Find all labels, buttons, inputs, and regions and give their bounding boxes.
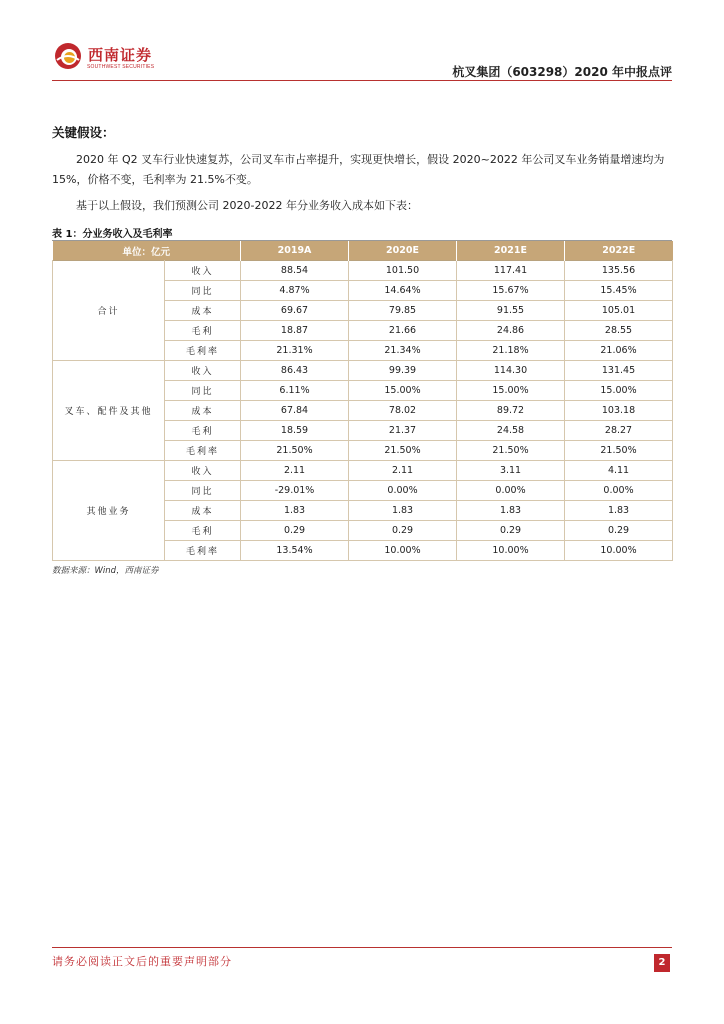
- table-cell: 21.66: [349, 321, 457, 341]
- report-title: 杭叉集团（603298）2020 年中报点评: [452, 65, 672, 79]
- metric-label: 毛利率: [165, 441, 241, 461]
- brand-logo: [54, 42, 174, 76]
- table-cell: 28.55: [565, 321, 673, 341]
- table-header-2022e: 2022E: [565, 241, 673, 261]
- table-cell: 99.39: [349, 361, 457, 381]
- metric-label: 成本: [165, 301, 241, 321]
- table-cell: 24.86: [457, 321, 565, 341]
- metric-label: 同比: [165, 381, 241, 401]
- brand-name-cn: 西南证券: [88, 46, 153, 64]
- table-cell: 114.30: [457, 361, 565, 381]
- table-cell: 21.50%: [565, 441, 673, 461]
- table-cell: 1.83: [349, 501, 457, 521]
- table-cell: 1.83: [457, 501, 565, 521]
- metric-label: 毛利: [165, 421, 241, 441]
- table-cell: 0.00%: [565, 481, 673, 501]
- metric-label: 同比: [165, 481, 241, 501]
- table-cell: 4.11: [565, 461, 673, 481]
- table-cell: 21.31%: [241, 341, 349, 361]
- brand-name-en: SOUTHWEST SECURITIES: [87, 64, 155, 70]
- table-header-row: [53, 241, 673, 261]
- table-cell: 78.02: [349, 401, 457, 421]
- table-cell: 0.29: [241, 521, 349, 541]
- table-cell: 28.27: [565, 421, 673, 441]
- table-cell: 21.37: [349, 421, 457, 441]
- footer-disclaimer: 请务必阅读正文后的重要声明部分: [52, 955, 232, 968]
- section-title: 关键假设：: [52, 125, 115, 140]
- metric-label: 收入: [165, 461, 241, 481]
- table-cell: 0.00%: [349, 481, 457, 501]
- group-label-forklift: 叉车、配件及其他: [53, 361, 165, 461]
- table-cell: 67.84: [241, 401, 349, 421]
- table-cell: 1.83: [565, 501, 673, 521]
- table-cell: 88.54: [241, 261, 349, 281]
- table-cell: 105.01: [565, 301, 673, 321]
- forecast-intro-paragraph: 基于以上假设，我们预测公司 2020-2022 年分业务收入成本如下表：: [76, 199, 418, 212]
- table-cell: 131.45: [565, 361, 673, 381]
- table-header-2020e: 2020E: [349, 241, 457, 261]
- table-cell: 0.29: [565, 521, 673, 541]
- table-caption: 表 1：分业务收入及毛利率: [52, 229, 173, 240]
- table-cell: 86.43: [241, 361, 349, 381]
- assumption-paragraph: 2020 年 Q2 叉车行业快速复苏，公司叉车市占率提升，实现更快增长，假设 2020~2022 年公司叉车业务销量增速均为 15%，价格不变，毛利率为 21.5%不变。: [52, 153, 665, 186]
- metric-label: 毛利率: [165, 541, 241, 561]
- table-cell: 21.50%: [241, 441, 349, 461]
- table-cell: 103.18: [565, 401, 673, 421]
- table-cell: 18.87: [241, 321, 349, 341]
- table-cell: 21.34%: [349, 341, 457, 361]
- table-cell: 21.50%: [349, 441, 457, 461]
- table-cell: 21.06%: [565, 341, 673, 361]
- header-divider: [52, 80, 672, 81]
- footer-divider: [52, 947, 672, 948]
- table-cell: 69.67: [241, 301, 349, 321]
- metric-label: 同比: [165, 281, 241, 301]
- table-cell: 15.00%: [457, 381, 565, 401]
- table-cell: 2.11: [241, 461, 349, 481]
- page-number: 2: [654, 954, 670, 972]
- table-cell: 21.18%: [457, 341, 565, 361]
- table-header-2021e: 2021E: [457, 241, 565, 261]
- table-cell: -29.01%: [241, 481, 349, 501]
- table-cell: 24.58: [457, 421, 565, 441]
- table-cell: 2.11: [349, 461, 457, 481]
- table-header-unit: 单位：亿元: [53, 241, 241, 261]
- metric-label: 毛利: [165, 521, 241, 541]
- table-row: [53, 461, 673, 481]
- table-row: [53, 361, 673, 381]
- table-cell: 13.54%: [241, 541, 349, 561]
- table-cell: 21.50%: [457, 441, 565, 461]
- table-cell: 89.72: [457, 401, 565, 421]
- table-cell: 3.11: [457, 461, 565, 481]
- table-cell: 1.83: [241, 501, 349, 521]
- table-cell: 4.87%: [241, 281, 349, 301]
- table-cell: 135.56: [565, 261, 673, 281]
- table-cell: 6.11%: [241, 381, 349, 401]
- table-row: [53, 261, 673, 281]
- table-cell: 14.64%: [349, 281, 457, 301]
- table-cell: 91.55: [457, 301, 565, 321]
- table-cell: 15.67%: [457, 281, 565, 301]
- metric-label: 成本: [165, 401, 241, 421]
- table-cell: 10.00%: [457, 541, 565, 561]
- data-source-note: 数据来源：Wind，西南证券: [52, 566, 159, 576]
- table-cell: 10.00%: [565, 541, 673, 561]
- group-label-other: 其他业务: [53, 461, 165, 561]
- metric-label: 毛利: [165, 321, 241, 341]
- table-cell: 101.50: [349, 261, 457, 281]
- table-cell: 0.29: [457, 521, 565, 541]
- table-cell: 117.41: [457, 261, 565, 281]
- brand-logo-icon: [54, 42, 82, 70]
- table-cell: 0.00%: [457, 481, 565, 501]
- table-cell: 15.00%: [565, 381, 673, 401]
- segment-revenue-table: [52, 241, 673, 561]
- metric-label: 毛利率: [165, 341, 241, 361]
- metric-label: 成本: [165, 501, 241, 521]
- table-cell: 10.00%: [349, 541, 457, 561]
- group-label-total: 合计: [53, 261, 165, 361]
- table-cell: 18.59: [241, 421, 349, 441]
- table-cell: 15.45%: [565, 281, 673, 301]
- table-cell: 15.00%: [349, 381, 457, 401]
- metric-label: 收入: [165, 361, 241, 381]
- table-cell: 0.29: [349, 521, 457, 541]
- metric-label: 收入: [165, 261, 241, 281]
- table-cell: 79.85: [349, 301, 457, 321]
- table-header-2019a: 2019A: [241, 241, 349, 261]
